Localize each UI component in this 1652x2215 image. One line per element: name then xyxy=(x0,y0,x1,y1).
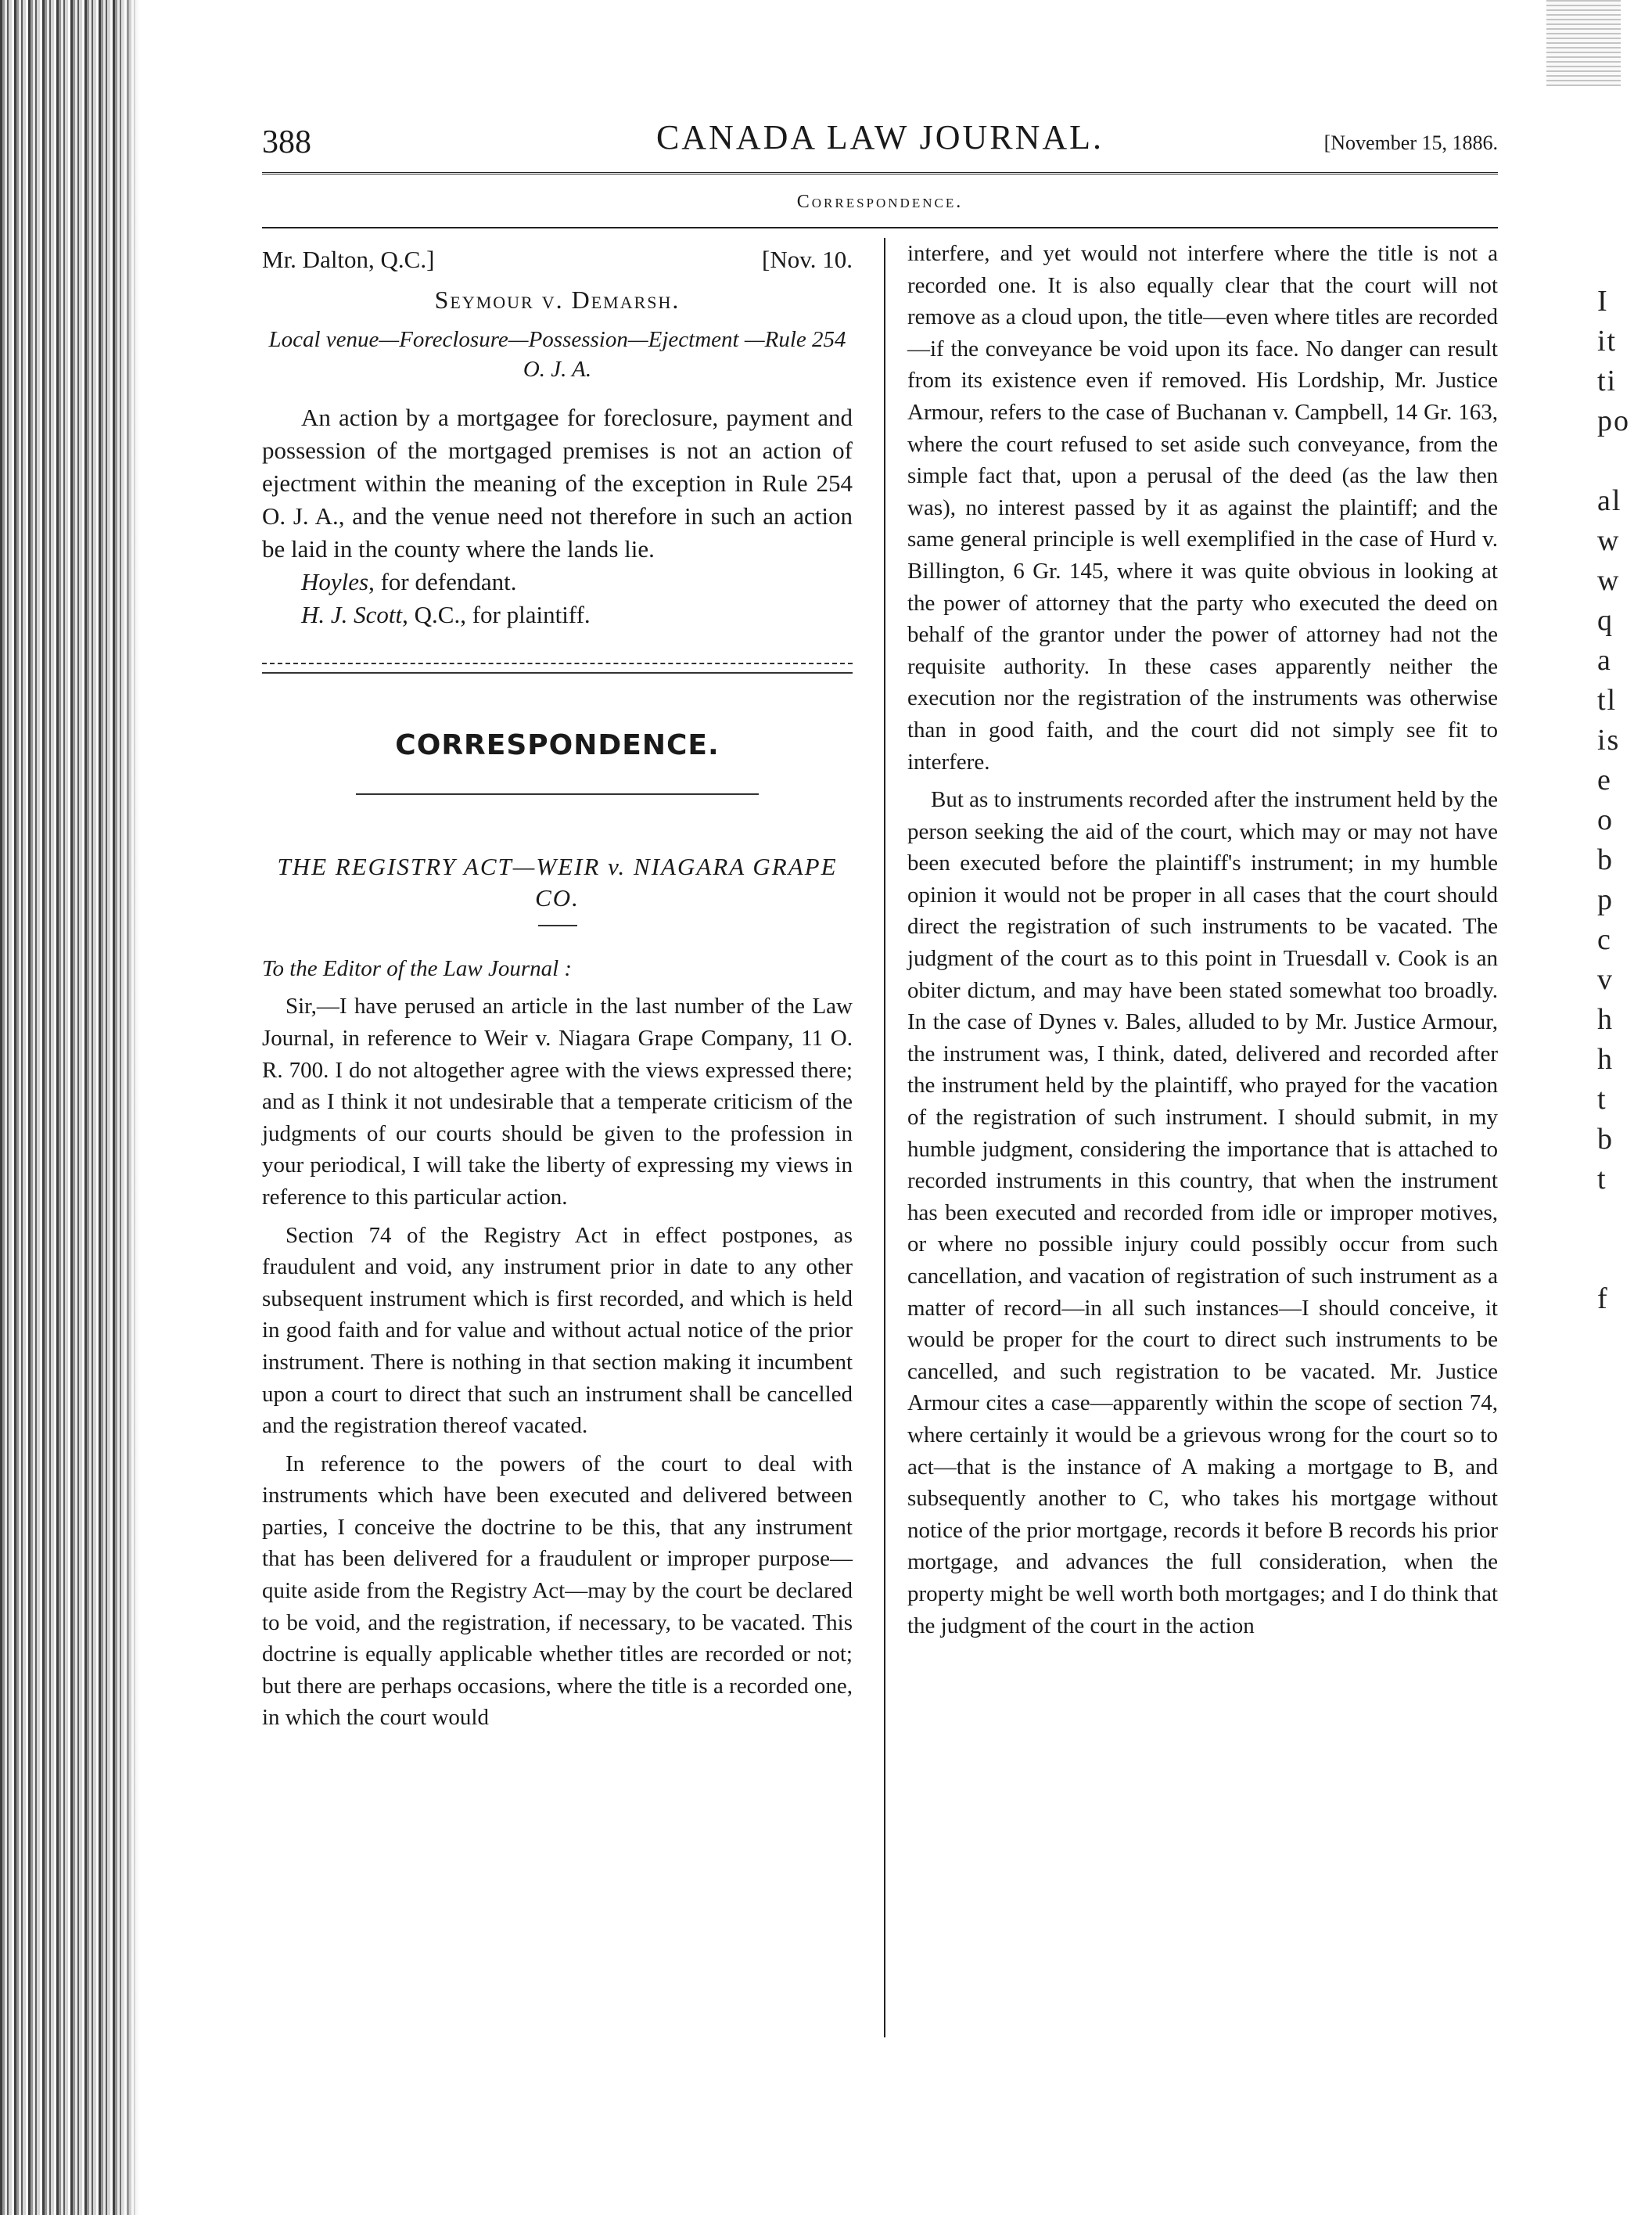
letter-salutation: To the Editor of the Law Journal : xyxy=(262,955,573,981)
letter-paragraph: Sir,—I have perused an article in the last number of the Law Journal, in reference to Weir v. Niagara Grape Company, 11 O. R. 700. I do not altogether agree with the views expressed there; and as I think it not undesirable that a temperate criticism of the judgments of our courts should be given to the profession in your periodical, I will take the liberty of expressing my views in reference to this particular action. xyxy=(262,994,853,1210)
journal-title: CANADA LAW JOURNAL. xyxy=(655,118,1104,156)
next-page-bleed-text: I it ti po al w w q a tl is e o b p c v h h t b t f xyxy=(1597,285,1630,1315)
scan-corner-smudge xyxy=(1546,0,1621,86)
letter-paragraph: interfere, and yet would not interfere where the title is not a recorded one. It is also equally clear that the court will not remove as a cloud upon, the title—even where titles are recorded—if the conveyance be void upon its face. No danger can result from its existence even if removed. His Lordship, Mr. Justice Armour, refers to the case of Buchanan v. Campbell, 14 Gr. 163, where the court refused to set aside such conveyance, from the simple fact that, upon a perusal of the deed (as the law then was), no interest passed by it as against the plaintiff; and the same general principle is well exemplified in the case of Hurd v. Billington, 6 Gr. 145, where it was quite obvious in looking at the power of attorney that the party who executed the deed on behalf of the grantor under the power of attorney had not the requisite authority. In these cases apparently neither the execution nor the registration of the instruments was otherwise than in good faith, and the court did not simply see fit to interfere. xyxy=(907,241,1498,775)
article-title: THE REGISTRY ACT—WEIR v. NIAGARA GRAPE CO. xyxy=(277,852,838,912)
case-headnote: Local venue—Foreclosure—Possession—Ejectment —Rule 254 O. J. A. xyxy=(268,327,846,383)
counsel-plaintiff xyxy=(301,599,853,631)
case-date: [Nov. 10. xyxy=(762,246,853,273)
journal-page xyxy=(262,117,1498,1740)
issue-date: [November 15, 1886. xyxy=(1323,131,1498,154)
counsel-plaintiff-name: H. J. Scott xyxy=(301,601,403,629)
counsel-defendant xyxy=(301,566,853,599)
case-summary: An action by a mortgagee for foreclosure, payment and possession of the mortgaged premises is not an action of ejectment within the meaning of the exception in Rule 254 O. J. A., and the venue need not therefore in such an action be laid in the county where the lands lie. xyxy=(262,404,853,563)
correspondence-heading: CORRESPONDENCE. xyxy=(395,729,720,762)
left-column xyxy=(262,238,853,1740)
letter-paragraph: In reference to the powers of the court to deal with instruments which have been executed and delivered between parties, I conceive the doctrine to be this, that any instrument that has been delivered for a fraudulent or improper purpose—quite aside from the Registry Act—may by the court be declared to be void, and the registration, if necessary, to be vacated. This doctrine is equally applicable whether titles are recorded or not; but there are perhaps occasions, where the title is a recorded one, in which the court would xyxy=(262,1451,853,1731)
counsel-plaintiff-role: , Q.C., for plaintiff. xyxy=(402,601,591,629)
case-end-rule xyxy=(262,663,853,674)
two-column-body xyxy=(262,238,1498,1740)
column-divider xyxy=(884,238,885,2037)
header-rule xyxy=(262,172,1498,174)
letter-paragraph: Section 74 of the Registry Act in effect postpones, as fraudulent and void, any instrument prior in date to any other subsequent instrument which is first recorded, and which is held in good faith and for value and without actual notice of the prior instrument. There is nothing in that section making it incumbent upon a court to direct that such an instrument shall be cancelled and the registration thereof vacated. xyxy=(262,1222,853,1439)
correspondence-rule xyxy=(356,793,759,795)
scan-binding-fade xyxy=(117,0,141,2215)
case-report-header xyxy=(262,244,853,276)
page-number: 388 xyxy=(262,124,311,160)
case-title: Seymour v. Demarsh. xyxy=(434,285,681,314)
article-title-rule xyxy=(538,925,577,926)
right-column xyxy=(907,238,1498,1740)
running-head xyxy=(262,117,1498,172)
letter-paragraph: But as to instruments recorded after the instrument held by the person seeking the aid of the court, which may or may not have been executed before the plaintiff's instrument; in my humble opinion it would not be proper in all cases that the court should direct the registration of such instruments to be vacated. The judgment of the court as to this point in Truesdall v. Cook is an obiter dictum, and may have been stated somewhat too broadly. In the case of Dynes v. Bales, alluded to by Mr. Justice Armour, the instrument was, I think, dated, delivered and recorded after the instrument held by the plaintiff, who prayed for the vacation of the registration of such instrument. I should submit, in my humble judgment, considering the importance that is attached to recorded instruments in this country, that when the instrument has been executed and recorded from idle or improper motives, or where no possible injury could possibly occur from such cancellation, and vacation of registration of such instrument as a matter of record—in all such instances—I should conceive, it would be proper for the court to direct such instruments to be cancelled, and such registration to be vacated. Mr. Justice Armour cites a case—apparently within the scope of section 74, where certainly it would be a grievous wrong for the court so to act—that is the instance of A making a mortgage to B, and subsequently another to C, who takes his mortgage without notice of the prior mortgage, records it before B records his prior mortgage, and advances the full consideration, when the property might be well worth both mortgages; and I do think that the judgment of the court in the action xyxy=(907,787,1498,1638)
counsel-defendant-name: Hoyles xyxy=(301,568,369,596)
counsel-defendant-role: , for defendant. xyxy=(368,568,517,596)
section-rule xyxy=(262,227,1498,228)
judge-name: Mr. Dalton, Q.C.] xyxy=(262,246,435,273)
section-label: Correspondence. xyxy=(796,192,964,212)
